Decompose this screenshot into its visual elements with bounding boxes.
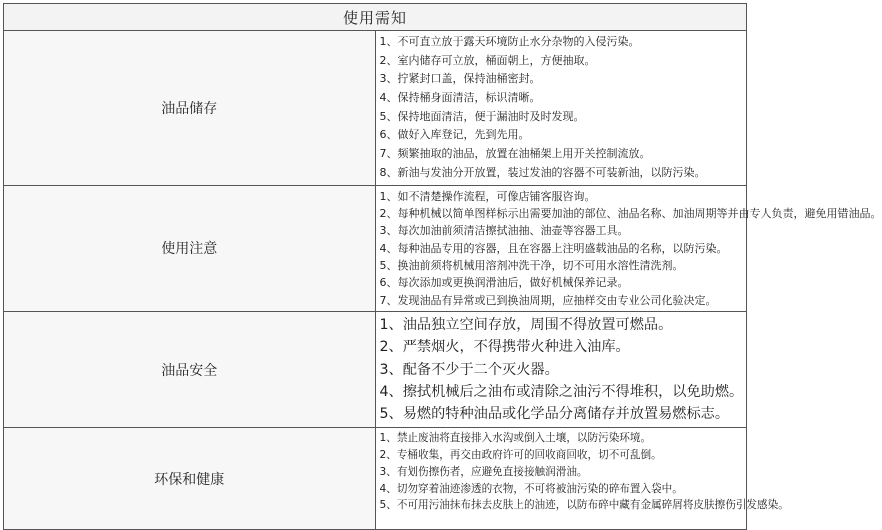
list-item: 4、切勿穿着油迹渗透的衣物，不可将被油污染的碎布置入袋中。 <box>379 482 683 495</box>
usage-notice-sheet <box>3 3 882 525</box>
category-label: 环保和健康 <box>4 428 376 530</box>
list-item: 7、频繁抽取的油品，放置在油桶架上用开关控制流放。 <box>379 147 651 161</box>
list-item: 6、做好入库登记，先到先用。 <box>379 128 530 142</box>
section-safety <box>4 312 747 428</box>
list-item: 4、每种油品专用的容器，且在容器上注明盛载油品的名称，以防污染。 <box>379 241 728 255</box>
list-item: 2、专桶收集，再交由政府许可的回收商回收，切不可乱倒。 <box>379 448 662 461</box>
list-item: 6、每次添加或更换润滑油后，做好机械保养记录。 <box>379 276 629 290</box>
category-label: 油品安全 <box>4 312 376 428</box>
list-item: 1、油品独立空间存放，周围不得放置可燃品。 <box>379 317 673 334</box>
title-row <box>4 4 747 31</box>
list-item: 2、室内储存可立放，桶面朝上，方便抽取。 <box>379 53 596 67</box>
list-item: 7、发现油品有异常或已到换油周期，应抽样交由专业公司化验决定。 <box>379 293 717 307</box>
list-item: 3、每次加油前须清洁擦拭油抽、油壶等容器工具。 <box>379 224 629 238</box>
section-storage <box>4 31 747 186</box>
list-item: 5、保持地面清洁，便于漏油时及时发现。 <box>379 109 585 123</box>
usage-notice-table <box>3 3 882 530</box>
list-item: 2、每种机械以简单图样标示出需要加油的部位、油品名称、加油周期等并由专人负责，避免用错油品。 <box>379 206 882 220</box>
item-list <box>375 312 747 428</box>
item-list <box>375 31 747 186</box>
list-item: 8、新油与发油分开放置，装过发油的容器不可装新油，以防污染。 <box>379 165 706 179</box>
table-title: 使用需知 <box>4 4 747 31</box>
list-item: 3、拧紧封口盖，保持油桶密封。 <box>379 72 541 86</box>
list-item: 4、擦拭机械后之油布或清除之油污不得堆积，以免助燃。 <box>379 383 744 400</box>
section-environment-health <box>4 428 747 530</box>
category-label: 油品储存 <box>4 31 376 186</box>
item-list <box>375 185 882 312</box>
item-list <box>375 428 789 530</box>
list-item: 3、配备不少于二个灭火器。 <box>379 361 559 378</box>
list-item: 3、有划伤擦伤者，应避免直接接触润滑油。 <box>379 465 588 478</box>
category-label: 使用注意 <box>4 185 376 312</box>
list-item: 1、如不清楚操作流程，可像店铺客服咨询。 <box>379 189 596 203</box>
list-item: 5、换油前须将机械用溶剂冲洗干净，切不可用水溶性清洗剂。 <box>379 259 684 273</box>
list-item: 5、不可用污油抹布抹去皮肤上的油迹，以防布碎中藏有金属碎屑将皮肤擦伤引发感染。 <box>379 499 789 512</box>
section-usage <box>4 185 747 312</box>
list-item: 2、严禁烟火，不得携带火种进入油库。 <box>379 339 630 356</box>
list-item: 1、禁止废油将直接排入水沟或倒入土壤，以防污染环境。 <box>379 432 652 445</box>
list-item: 4、保持桶身面清洁，标识清晰。 <box>379 91 541 105</box>
list-item: 1、不可直立放于露天环境防止水分杂物的入侵污染。 <box>379 35 640 48</box>
list-item: 5、易燃的特种油品或化学品分离储存并放置易燃标志。 <box>379 405 730 422</box>
